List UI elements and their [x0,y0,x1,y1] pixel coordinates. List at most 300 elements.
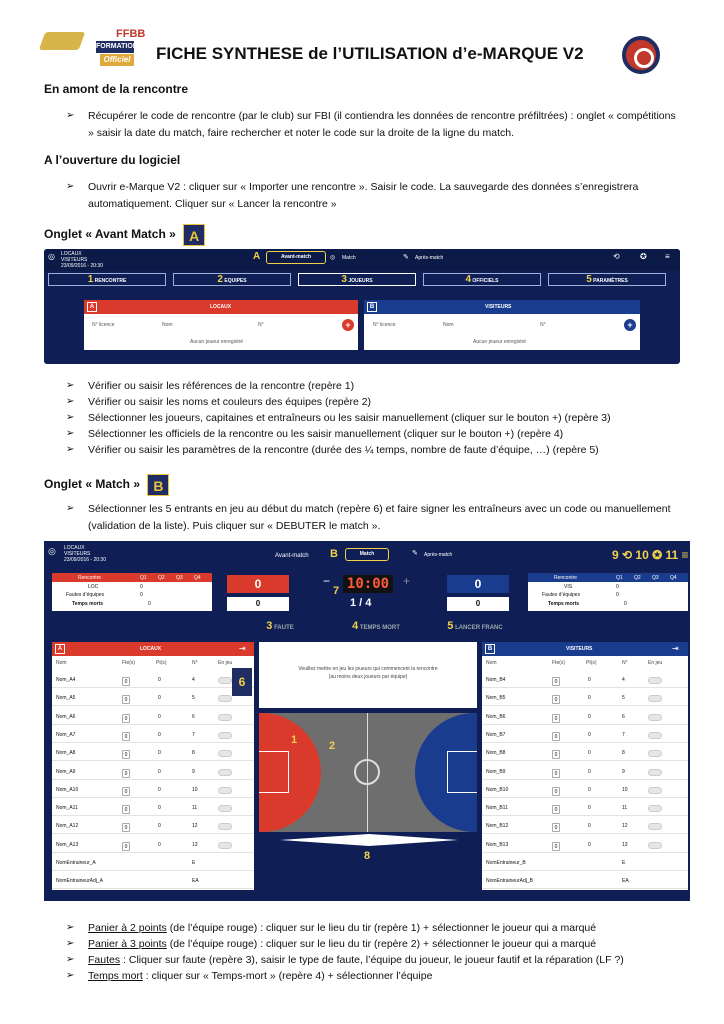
graduation-cap-icon [39,32,86,50]
game-clock[interactable]: 10:00 [343,575,393,593]
en-jeu-toggle[interactable] [218,714,232,721]
fouls-field[interactable]: 0 [552,714,560,723]
tab-label: JOUEURS [348,278,373,284]
player-name: Nom_B8 [486,750,506,757]
team-letter-a: A [55,644,65,654]
bullet-term: Panier à 3 points [88,938,167,950]
player-name: Nom_B5 [486,695,506,702]
player-number: 12 [192,823,198,830]
bullet-text: Sélectionner les joueurs, capitaines et entraîneurs ou les saisir manuellement (cliquer sur le bouton +) (repère 3) [88,412,611,424]
table-head: Rencontre [78,575,102,581]
player-name: Nom_A7 [56,731,76,738]
panel-locaux [52,642,254,890]
center-circle-icon [354,759,380,785]
tab-joueurs[interactable] [298,273,416,286]
player-name: NomEntraineur_B [486,860,526,866]
player-number: EA [192,878,199,885]
marker-2: 2 [329,740,336,752]
col-head: N° [622,660,628,666]
en-jeu-toggle[interactable] [648,769,662,776]
right-markers: 9 ⟲ 10 ✪ 11 ≡ [612,548,689,562]
player-name: Nom_B13 [486,841,509,848]
player-number: 11 [192,805,198,812]
table-head: Q1 [140,575,147,581]
en-jeu-toggle[interactable] [648,842,662,849]
fouls-field[interactable]: 0 [552,695,560,704]
col-head: Nom [56,660,67,666]
fouls-field[interactable]: 0 [122,750,130,759]
points-value: 0 [158,750,161,757]
heading-text: Onglet « Avant Match » [44,227,176,242]
points-value: 0 [158,731,161,738]
fouls-field[interactable]: 0 [552,823,560,832]
table-row[interactable] [482,816,688,834]
player-name: NomEntraineurAdj_B [486,878,533,885]
player-number: 7 [192,731,195,738]
marker-number: 5 [586,274,592,285]
bullet-term: Panier à 2 points [88,922,167,934]
exit-icon[interactable]: ⇥ [672,644,679,653]
marker-1: 1 [291,734,298,746]
player-number: 6 [192,713,195,720]
en-jeu-toggle[interactable] [648,677,662,684]
col-numero: N° [258,322,264,328]
marker-number: 1 [87,274,94,285]
add-player-button[interactable]: + [624,319,636,331]
table-row[interactable] [52,725,254,743]
table-row[interactable] [52,670,254,688]
bullet-arrow-icon: ➢ [66,444,75,455]
col-head: N° [192,660,198,666]
bullet-arrow-icon: ➢ [66,938,75,949]
bullet-arrow-icon: ➢ [66,396,75,407]
score-table-b [528,573,688,611]
player-name: Nom_A11 [56,805,78,812]
empty-message: Aucun joueur enregistré [473,339,527,345]
col-head: En jeu [648,660,663,666]
score-a-box: 0 [227,597,289,611]
bullet-text: Sélectionner les officiels de la rencontre ou les saisir manuellement (cliquer sur le bouton +) (repère 4) [88,428,564,440]
tab-apres-match[interactable]: Après-match [424,552,453,558]
player-number: 8 [192,750,195,757]
section-text: Sélectionner les 5 entrants en jeu au début du match (repère 6) et faire signer les entraîneurs avec un code ou manuellement (validation de la liste). Puis cliquer sur « DEBUTER le match ». [88,503,671,532]
bullet-arrow-icon: ➢ [66,181,75,192]
bullet-item [88,968,432,985]
bullet-arrow-icon: ➢ [66,412,75,423]
player-number: EA [622,878,629,885]
instruction-box [259,642,477,708]
player-number: 7 [622,731,625,738]
bullet-term: Temps mort [88,970,143,982]
tab-label: RENCONTRE [94,278,127,284]
fouls-field[interactable]: 0 [122,805,130,814]
panel-title: VISITEURS [566,646,593,652]
player-number: 4 [622,677,625,683]
player-number: E [192,860,196,866]
player-number: 13 [622,841,628,848]
player-name: Nom_B6 [486,713,506,720]
tab-match[interactable]: Match [342,255,356,261]
table-head: Q4 [670,575,677,581]
points-value: 0 [588,768,591,775]
bullet-text: Vérifier ou saisir les références de la rencontre (repère 1) [88,380,355,392]
score-a: 0 [227,575,289,593]
edit-icon: ✎ [412,550,418,557]
panel-title: LOCAUX [210,304,232,310]
table-row[interactable] [52,853,254,871]
bullet-text: (de l’équipe rouge) : cliquer sur le lieu du tir (repère 1) + sélectionner le joueur qui a marqué [166,922,597,934]
fouls-field[interactable]: 0 [552,769,560,778]
en-jeu-toggle[interactable] [648,732,662,739]
tab-match[interactable]: Match [345,548,389,561]
points-value: 0 [158,786,161,793]
marker-a: A [183,224,205,246]
fouls-field[interactable]: 0 [552,842,560,851]
player-number: 5 [192,695,195,702]
table-row[interactable] [482,743,688,761]
table-row[interactable] [482,780,688,798]
section-text: Récupérer le code de rencontre (par le club) sur FBI (il contiendra les données de rencontre préfiltrées) : onglet « compétitions » saisir la date du match, faire rechercher et noter le code sur la droite de la ligne du match. [88,110,676,139]
player-number: 9 [622,768,625,775]
table-row[interactable] [482,798,688,816]
tab-avant-match[interactable]: Avant-match [275,553,309,559]
ffbb-formation-logo [38,26,146,72]
bullet-text: : Cliquer sur faute (repère 3), saisir le type de faute, l’équipe du joueur, le joueur fautif et la réparation (LF ?) [120,954,624,966]
table-head: Q3 [652,575,659,581]
bullet-arrow-icon: ➢ [66,922,75,933]
player-name: Nom_B12 [486,823,509,830]
player-name: Nom_B9 [486,768,506,775]
temps-mort-button[interactable] [326,620,426,636]
col-head: Pt(s) [586,660,597,666]
table-head: Q1 [616,575,623,581]
player-list-a [52,670,254,890]
section-heading [44,224,205,246]
match-date: 23/09/2016 - 20:30 [64,557,106,563]
en-jeu-toggle[interactable] [218,842,232,849]
minus-icon[interactable]: − [323,574,331,588]
col-numero: N° [540,322,546,328]
fouls-field[interactable]: 0 [122,787,130,796]
tab-label: PARAMÈTRES [593,278,628,284]
en-jeu-toggle[interactable] [218,750,232,757]
table-row[interactable] [52,871,254,889]
points-value: 0 [588,695,591,702]
faute-button[interactable] [230,620,330,636]
fouls-field[interactable]: 0 [122,677,130,686]
basketball-icon: ◎ [330,255,336,261]
fouls-field[interactable]: 0 [552,732,560,741]
sync-icon[interactable]: ✪ [640,252,647,261]
match-date: 23/09/2016 - 20:30 [61,263,103,269]
points-value: 0 [158,695,161,702]
points-value: 0 [158,841,161,848]
en-jeu-toggle[interactable] [218,823,232,830]
table-row[interactable] [52,688,254,706]
bullet-text: : cliquer sur « Temps-mort » (repère 4) + sélectionner l’équipe [142,970,433,982]
section-text: Ouvrir e-Marque V2 : cliquer sur « Importer une rencontre ». Saisir le code. La sauvegarde des données s’enregistrera automatiquement. Cliquer sur « Lancer la rencontre » [88,181,639,210]
marker-number: 3 [266,620,273,632]
edit-icon: ✎ [403,254,409,261]
en-jeu-toggle[interactable] [648,695,662,702]
marker-8: 8 [364,850,371,862]
table-row[interactable] [52,835,254,853]
player-number: E [622,860,626,866]
col-nom: Nom [162,322,173,328]
instruction-subtext: (au moins deux joueurs par équipe) [328,674,408,680]
bullet-arrow-icon: ➢ [66,380,75,391]
player-number: 10 [192,786,198,793]
row-label: Fautes d’équipes [542,592,581,598]
add-player-button[interactable]: + [342,319,354,331]
player-number: 4 [192,677,195,683]
col-licence: N° licence [92,322,115,328]
table-row[interactable] [482,707,688,725]
player-name: Nom_B11 [486,805,508,812]
team-away: VISITEURS [64,551,91,557]
table-row[interactable] [482,670,688,688]
basketball-court[interactable] [259,713,477,832]
marker-number: 4 [352,620,359,632]
score-value: 0 [616,584,619,590]
fouls-field[interactable]: 0 [552,677,560,686]
player-number: 5 [622,695,625,702]
logo-officiel: Officiel [100,54,134,66]
player-name: NomEntraineur_A [56,860,96,866]
en-jeu-toggle[interactable] [218,805,232,812]
bullet-arrow-icon: ➢ [66,428,75,439]
en-jeu-toggle[interactable] [648,823,662,830]
player-name: Nom_A12 [56,823,79,830]
team-letter-b: B [367,302,377,312]
tab-apres-match[interactable]: Après-match [415,255,444,261]
bullet-text: (de l’équipe rouge) : cliquer sur le lieu du tir (repère 2) + sélectionner le joueur qui a marqué [166,938,597,950]
points-value: 0 [588,713,591,720]
score-b: 0 [447,575,509,593]
fouls-field[interactable]: 0 [552,750,560,759]
en-jeu-toggle[interactable] [218,677,232,684]
table-head: Q4 [194,575,201,581]
en-jeu-toggle[interactable] [648,805,662,812]
ffbb-round-logo-icon [622,36,660,74]
points-value: 0 [158,823,161,830]
table-head: Rencontre [554,575,578,581]
button-label: LANCER FRANC [455,625,503,631]
en-jeu-toggle[interactable] [218,695,232,702]
fouls-field[interactable]: 0 [122,714,130,723]
points-value: 0 [158,713,161,720]
bullet-arrow-icon: ➢ [66,110,75,121]
team-away: VISITEURS [61,257,88,263]
tab-equipes[interactable] [173,273,291,286]
fouls-field[interactable]: 0 [122,823,130,832]
bullet-arrow-icon: ➢ [66,970,75,981]
en-jeu-toggle[interactable] [218,787,232,794]
player-name: Nom_A13 [56,841,79,848]
table-head: Q2 [158,575,165,581]
score-value: 0 [616,592,619,598]
points-value: 0 [158,805,161,812]
section-heading: A l’ouverture du logiciel [44,153,181,167]
player-name: Nom_A9 [56,768,76,775]
bullet-arrow-icon: ➢ [66,954,75,965]
col-head: En jeu [218,660,233,666]
bullet-text: Vérifier ou saisir les paramètres de la rencontre (durée des ¼ temps, nombre de faute d’équipe, …) (repère 5) [88,444,599,456]
player-number: 13 [192,841,198,848]
marker-number: 2 [217,274,223,285]
score-value: 0 [140,584,143,590]
team-home: LOCAUX [61,251,82,257]
bullet-arrow-icon: ➢ [66,503,75,514]
marker-b: B [147,474,169,496]
fouls-field[interactable]: 0 [122,732,130,741]
fouls-field[interactable]: 0 [552,805,560,814]
score-value: 0 [148,601,151,607]
player-list-b [482,670,688,890]
panel-title: LOCAUX [140,646,162,652]
col-head: Fte(s) [122,660,136,666]
lancer-franc-button[interactable] [420,620,530,636]
tab-label: OFFICIELS [472,278,499,284]
table-row[interactable] [482,871,688,889]
points-value: 0 [158,677,161,683]
section-heading [44,474,169,496]
score-value: 0 [140,592,143,598]
score-table-a [52,573,212,611]
page-title: FICHE SYNTHESE de l’UTILISATION d’e-MARQUE V2 [156,44,584,63]
score-value: 0 [624,601,627,607]
marker-number: 3 [341,274,347,285]
points-value: 0 [158,768,161,775]
team-code: LOC [88,584,99,590]
marker-a: A [253,251,261,262]
col-head: Fte(s) [552,660,566,666]
player-name: NomEntraineurAdj_A [56,878,103,885]
panel-title: VISITEURS [485,304,512,310]
player-number: 10 [622,786,628,793]
fouls-field[interactable]: 0 [122,842,130,851]
basketball-icon: ◎ [48,546,56,556]
instruction-text: Veuillez mettre en jeu les joueurs qui commencent la rencontre [298,666,438,672]
row-label: Fautes d’équipes [66,592,105,598]
menu-icon[interactable]: ≡ [665,252,670,261]
fouls-field[interactable]: 0 [122,695,130,704]
player-number: 8 [622,750,625,757]
team-letter-b: B [485,644,495,654]
bullet-item [88,936,596,953]
marker-number: 4 [465,274,472,285]
row-label: Temps morts [548,601,580,607]
player-name: Nom_B7 [486,731,506,738]
en-jeu-toggle[interactable] [218,769,232,776]
tab-rencontre[interactable] [48,273,166,286]
exit-icon[interactable]: ⇥ [239,644,246,653]
basketball-icon: ◎ [48,252,55,261]
empty-message: Aucun joueur enregistré [190,339,244,345]
score-b-box: 0 [447,597,509,611]
player-number: 6 [622,713,625,720]
points-value: 0 [588,805,591,812]
team-code: VIS [564,584,573,590]
table-head: Q3 [176,575,183,581]
bullet-item [88,952,624,969]
en-jeu-toggle[interactable] [648,787,662,794]
en-jeu-toggle[interactable] [218,732,232,739]
plus-icon[interactable]: + [403,574,411,588]
table-row[interactable] [52,780,254,798]
team-letter-a: A [87,302,97,312]
col-nom: Nom [443,322,454,328]
player-number: 12 [622,823,628,830]
en-jeu-toggle[interactable] [648,714,662,721]
player-name: Nom_B10 [486,786,509,793]
tab-avant-match[interactable]: Avant-match [266,251,326,264]
app-header [44,249,680,271]
table-row[interactable] [52,707,254,725]
bullet-text: Vérifier ou saisir les noms et couleurs des équipes (repère 2) [88,396,372,408]
en-jeu-toggle[interactable] [648,750,662,757]
bullet-term: Fautes [88,954,121,966]
table-row[interactable] [52,816,254,834]
points-value: 0 [588,841,591,848]
table-head: Q2 [634,575,641,581]
button-label: FAUTE [274,625,294,631]
heading-text: Onglet « Match » [44,477,141,492]
player-number: 11 [622,805,628,812]
points-value: 0 [588,731,591,738]
table-row[interactable] [52,798,254,816]
bullet-item [88,920,596,937]
player-name: Nom_A4 [56,677,76,683]
player-number: 9 [192,768,195,775]
table-row[interactable] [482,853,688,871]
row-label: Temps morts [72,601,104,607]
tab-parametres[interactable] [548,273,666,286]
logo-sub: FORMATION [96,41,134,53]
player-name: Nom_A10 [56,786,79,793]
fouls-field[interactable]: 0 [122,769,130,778]
tab-label: EQUIPES [224,278,247,284]
tab-officiels[interactable] [423,273,541,286]
player-name: Nom_A6 [56,713,76,720]
player-name: Nom_A5 [56,695,76,702]
fouls-field[interactable]: 0 [552,787,560,796]
section-heading: En amont de la rencontre [44,82,189,96]
player-name: Nom_A8 [56,750,76,757]
points-value: 0 [588,677,591,683]
marker-number: 5 [447,620,454,632]
table-row[interactable] [52,743,254,761]
table-row[interactable] [52,762,254,780]
points-value: 0 [588,750,591,757]
table-row[interactable] [482,725,688,743]
table-row[interactable] [482,688,688,706]
player-name: Nom_B4 [486,677,506,683]
points-value: 0 [588,823,591,830]
team-home: LOCAUX [64,545,85,551]
table-row[interactable] [482,835,688,853]
history-icon[interactable]: ⟲ [613,252,620,261]
marker-b: B [330,548,338,560]
table-row[interactable] [482,762,688,780]
points-value: 0 [588,786,591,793]
panel-visiteurs [482,642,688,890]
col-head: Nom [486,660,497,666]
logo-text: FFBB [116,28,146,40]
marker-7: 7 [333,585,340,597]
button-label: TEMPS MORT [359,625,400,631]
period: 1 / 4 [350,597,372,609]
